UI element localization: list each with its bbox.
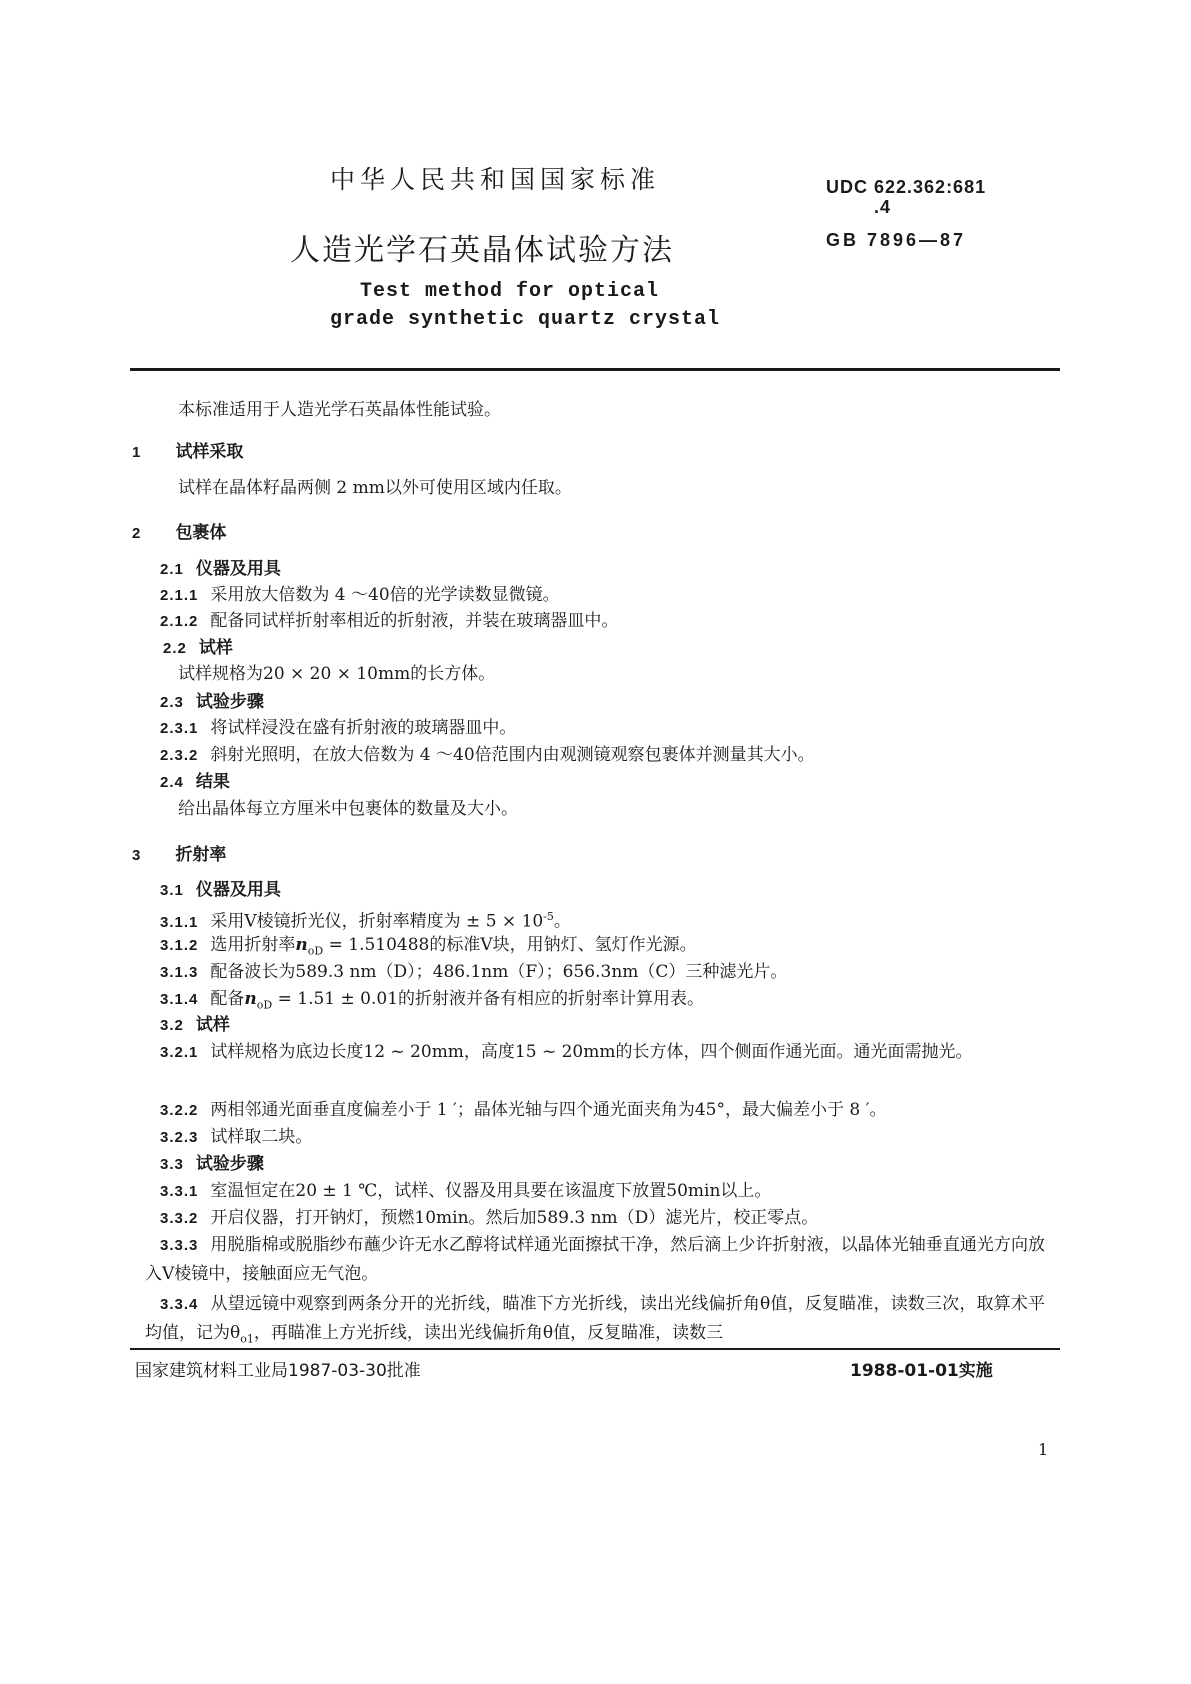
section-2-heading	[132, 518, 226, 543]
clause-3-3-1	[160, 1177, 771, 1206]
issuing-authority: 中华人民共和国国家标准	[330, 165, 661, 194]
clause-number: 2.1.1	[160, 587, 199, 604]
clause-number: 3.1	[160, 882, 184, 899]
section-title: 试样采取	[175, 442, 244, 462]
clause-text: 试样取二块。	[210, 1127, 313, 1147]
clause-text: 室温恒定在20 ± 1 ℃，试样、仪器及用具要在该温度下放置50min以上。	[210, 1181, 772, 1201]
clause-number: 2.3	[160, 694, 184, 711]
clause-3-2-2	[160, 1096, 886, 1125]
clause-number: 2.3.2	[160, 747, 199, 764]
clause-text: 将试样浸没在盛有折射液的玻璃器皿中。	[210, 718, 517, 738]
clause-title: 仪器及用具	[195, 880, 281, 900]
clause-text-end: = 1.51 ± 0.01的折射液并备有相应的折射率计算用表。	[272, 989, 705, 1009]
clause-number: 3.2.2	[160, 1102, 199, 1119]
clause-number: 3.1.3	[160, 964, 199, 981]
clause-3-3-3	[145, 1231, 1045, 1289]
clause-number: 2.2	[163, 640, 187, 657]
clause-title: 仪器及用具	[195, 559, 281, 579]
clause-number: 3.3.2	[160, 1210, 199, 1227]
subsection-2-2-heading	[163, 634, 233, 663]
clause-3-1-3	[160, 958, 787, 987]
gb-standard-number: GB 7896—87	[826, 230, 967, 250]
subsection-3-3-heading	[160, 1150, 264, 1179]
section-title: 包裹体	[175, 523, 227, 543]
clause-number: 3.1.2	[160, 937, 199, 954]
clause-number: 3.3.1	[160, 1183, 199, 1200]
subscript: o1	[240, 1332, 254, 1346]
paragraph: 试样在晶体籽晶两侧 2 mm以外可使用区域内任取。	[178, 478, 572, 498]
subsection-3-1-heading	[160, 876, 281, 905]
section-number: 3	[132, 847, 141, 864]
clause-text-end: = 1.510488的标准V块，用钠灯、氢灯作光源。	[323, 935, 697, 955]
clause-2-3-2	[160, 741, 815, 770]
clause-3-3-4	[145, 1290, 1045, 1353]
section-number: 1	[132, 444, 141, 461]
clause-3-3-2	[160, 1204, 818, 1233]
udc-line2: .4	[874, 197, 892, 217]
section-number: 2	[132, 525, 141, 542]
clause-text: 开启仪器，打开钠灯，预燃10min。然后加589.3 nm（D）滤光片，校正零点。	[210, 1208, 819, 1228]
subsection-2-3-heading	[160, 688, 264, 717]
document-title-en-line1: Test method for optical	[360, 280, 660, 303]
subsection-3-2-heading	[160, 1011, 230, 1040]
symbol-n: n	[244, 989, 257, 1009]
udc-line1: UDC 622.362:681	[826, 177, 987, 197]
subscript: oD	[256, 998, 273, 1012]
clause-title: 试验步骤	[195, 692, 264, 712]
page-number: 1	[1038, 1440, 1049, 1459]
clause-number: 3.3.3	[160, 1237, 199, 1254]
clause-3-2-1	[145, 1038, 1045, 1067]
clause-text: 斜射光照明，在放大倍数为 4 ～40倍范围内由观测镜观察包裹体并测量其大小。	[210, 745, 815, 765]
section-1-heading	[132, 437, 243, 462]
clause-number: 3.2.3	[160, 1129, 199, 1146]
document-title-cn: 人造光学石英晶体试验方法	[290, 233, 674, 268]
clause-number: 3.1.4	[160, 991, 199, 1008]
clause-text: 采用V棱镜折光仪，折射率精度为 ± 5 × 10	[210, 911, 544, 932]
clause-text: 用脱脂棉或脱脂纱布蘸少许无水乙醇将试样通光面擦拭干净，然后滴上少许折射液，以晶体光轴垂直通光方向放入V棱镜中，接触面应无气泡。	[145, 1235, 1045, 1284]
clause-title: 试验步骤	[195, 1154, 264, 1174]
clause-title: 试样	[198, 638, 233, 658]
clause-3-2-3	[160, 1123, 312, 1152]
clause-text: 采用放大倍数为 4 ～40倍的光学读数显微镜。	[210, 585, 560, 605]
clause-number: 2.3.1	[160, 720, 199, 737]
clause-text-end: 。	[553, 911, 571, 932]
header-rule	[130, 368, 1060, 371]
clause-number: 3.2	[160, 1017, 184, 1034]
clause-number: 3.1.1	[160, 913, 199, 931]
paragraph: 给出晶体每立方厘米中包裹体的数量及大小。	[178, 799, 518, 819]
clause-number: 2.1	[160, 561, 184, 578]
scope-statement: 本标准适用于人造光学石英晶体性能试验。	[178, 400, 501, 420]
clause-number: 2.4	[160, 774, 184, 791]
subsection-2-4-heading	[160, 768, 230, 797]
clause-title: 结果	[195, 772, 230, 792]
subsection-2-1-heading	[160, 555, 281, 584]
clause-2-3-1	[160, 714, 516, 743]
clause-number: 3.3	[160, 1156, 184, 1173]
clause-3-1-4	[160, 985, 704, 1019]
clause-text: 两相邻通光面垂直度偏差小于 1 ′；晶体光轴与四个通光面夹角为45°，最大偏差小于 8 ′。	[210, 1100, 887, 1120]
clause-number: 2.1.2	[160, 613, 199, 630]
subscript: oD	[307, 944, 324, 958]
clause-text: 选用折射率	[210, 935, 296, 955]
clause-2-1-2	[160, 607, 618, 636]
footer-rule	[130, 1348, 1060, 1350]
approval-statement: 国家建筑材料工业局1987-03-30批准	[135, 1361, 421, 1381]
clause-text-end: ，再瞄准上方光折线，读出光线偏折角θ值，反复瞄准，读数三	[253, 1323, 724, 1343]
clause-text: 配备	[210, 989, 245, 1009]
section-3-heading	[132, 840, 226, 865]
paragraph: 试样规格为20 × 20 × 10mm的长方体。	[178, 664, 496, 684]
clause-number: 3.3.4	[160, 1296, 199, 1313]
clause-title: 试样	[195, 1015, 230, 1035]
exponent: -5	[543, 910, 554, 923]
section-title: 折射率	[175, 845, 227, 865]
clause-2-1-1	[160, 581, 560, 610]
udc-number	[826, 177, 986, 217]
document-title-en-line2: grade synthetic quartz crystal	[330, 308, 721, 331]
effective-date: 1988-01-01实施	[850, 1361, 993, 1381]
clause-text: 试样规格为底边长度12 ~ 20mm，高度15 ~ 20mm的长方体，四个侧面作通光面。通光面需抛光。	[210, 1042, 973, 1062]
clause-text: 配备同试样折射率相近的折射液，并装在玻璃器皿中。	[210, 611, 619, 631]
clause-text: 从望远镜中观察到两条分开的光折线，瞄准下方光折线，读出光线偏折角θ值，反复瞄准，读数三次，取算术平均值，记为θ	[145, 1294, 1045, 1343]
symbol-n: n	[295, 935, 308, 955]
clause-number: 3.2.1	[160, 1044, 199, 1061]
clause-text: 配备波长为589.3 nm（D）；486.1nm（F）；656.3nm（C）三种滤光片。	[210, 962, 788, 982]
